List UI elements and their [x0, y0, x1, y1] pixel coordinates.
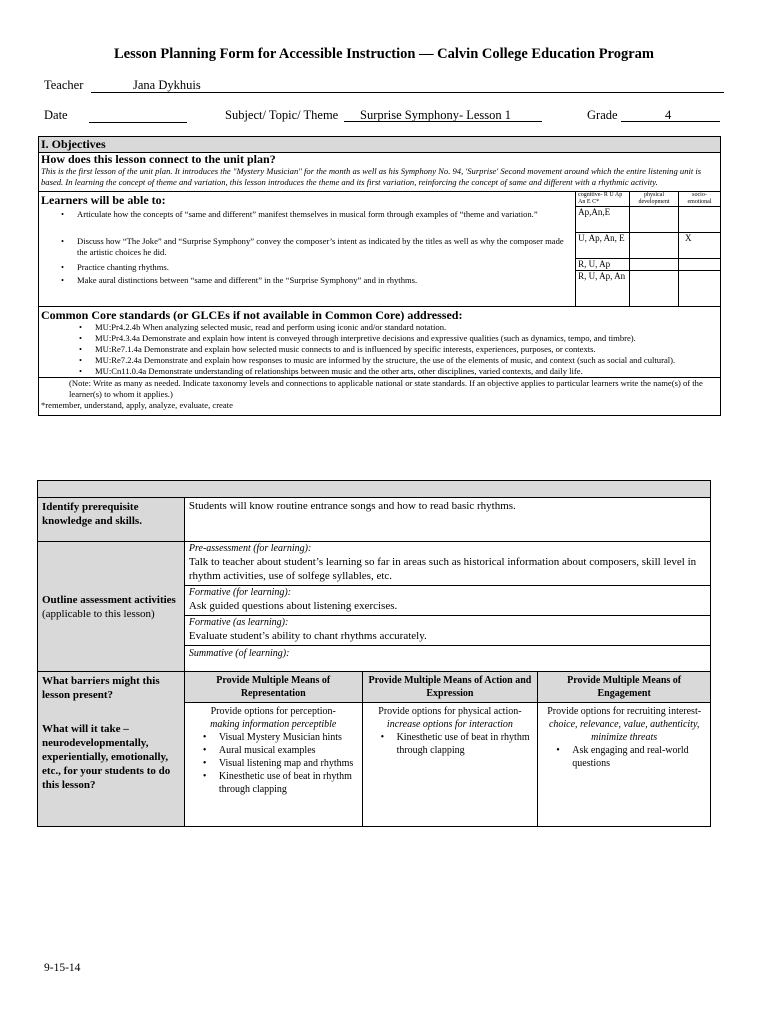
col-physical-header: physical development: [630, 192, 679, 207]
grade-label: Grade: [587, 108, 618, 122]
summative-label: Summative (of learning):: [188, 648, 290, 659]
prereq-text[interactable]: Students will know routine entrance songs and how to read basic rhythms.: [184, 498, 710, 542]
cog-cell[interactable]: U, Ap, An, E: [576, 233, 630, 259]
objectives-note: (Note: Write as many as needed. Indicate taxonomy levels and connections to applicable national or state standards. If an objective applies to particular learners write the name(s) of the learner(s) to whom it applies.): [69, 378, 703, 399]
cog-cell[interactable]: Ap,An,E: [576, 207, 630, 233]
barriers-label: What barriers might this lesson present?: [42, 675, 160, 701]
subject-label: Subject/ Topic/ Theme: [225, 108, 339, 122]
planning-table: [37, 480, 711, 827]
action-intro: Provide options for physical action-: [378, 706, 522, 717]
col-cognitive-header: cognitive- R U Ap An E C*: [576, 192, 630, 207]
engagement-item[interactable]: • Ask engaging and real-world questions: [572, 744, 706, 770]
action-item[interactable]: • Kinesthetic use of beat in rhythm through clapping: [397, 731, 534, 757]
unit-question: How does this lesson connect to the unit plan?: [41, 152, 276, 166]
representation-item[interactable]: • Kinesthetic use of beat in rhythm through clapping: [219, 770, 358, 796]
representation-intro-italic: making information perceptible: [210, 719, 337, 730]
phys-cell[interactable]: [630, 233, 679, 259]
objective-item[interactable]: • Articulate how the concepts of “same and different” manifest themselves in musical form through examples of “theme and variation.”: [77, 209, 573, 236]
socio-cell[interactable]: [679, 271, 721, 307]
standard-item[interactable]: • MU:Cn11.0.4a Demonstrate understanding of relationships between music and the other arts, other disciplines, varied contexts, and daily life.: [95, 366, 718, 377]
preassess-label: Pre-assessment (for learning):: [188, 543, 312, 554]
prereq-label: Identify prerequisite knowledge and skills.: [38, 498, 185, 542]
action-intro-italic: increase options for interaction: [386, 719, 513, 730]
assess-sub: (applicable to this lesson): [42, 607, 155, 620]
representation-intro: Provide options for perception-: [210, 706, 336, 717]
col-engagement-header: Provide Multiple Means of Engagement: [538, 672, 711, 703]
teacher-label: Teacher: [44, 78, 84, 92]
socio-cell[interactable]: X: [679, 233, 721, 259]
representation-item[interactable]: • Visual Mystery Musician hints: [219, 731, 358, 744]
objectives-table: [38, 136, 721, 416]
preassess-text[interactable]: Talk to teacher about student’s learning so far in areas such as historical information about composers, skill level in rhythm activities, use of solfege syllables, etc.: [188, 556, 697, 582]
standard-item[interactable]: • MU:Re7.2.4a Demonstrate and explain how responses to music are informed by the structure, the use of the elements of music, and context (such as social and cultural).: [95, 355, 718, 366]
formative-for-label: Formative (for learning):: [188, 587, 292, 598]
assess-label: Outline assessment activities: [42, 593, 176, 606]
standards-heading: Common Core standards (or GLCEs if not available in Common Core) addressed:: [41, 308, 463, 322]
whatwill-label: What will it take – neurodevelopmentally, experientially, emotionally, etc., for your students to do this lesson?: [42, 723, 171, 791]
phys-cell[interactable]: [630, 259, 679, 271]
engagement-intro-italic: choice, relevance, value, authenticity, minimize threats: [548, 719, 700, 743]
col-representation-header: Provide Multiple Means of Representation: [184, 672, 362, 703]
teacher-field[interactable]: Jana Dykhuis: [91, 78, 724, 93]
col-socio-header: socio-emotional: [679, 192, 721, 207]
section-header-bar: [38, 481, 711, 498]
learners-heading: Learners will be able to:: [41, 193, 166, 207]
representation-item[interactable]: • Visual listening map and rhythms: [219, 757, 358, 770]
objectives-heading: I. Objectives: [39, 137, 721, 153]
cog-cell[interactable]: R, U, Ap, An: [576, 271, 630, 307]
phys-cell[interactable]: [630, 271, 679, 307]
cog-cell[interactable]: R, U, Ap: [576, 259, 630, 271]
grade-field[interactable]: 4: [621, 108, 720, 122]
unit-text[interactable]: This is the first lesson of the unit plan. It introduces the "Mystery Musician" for the month as well as his Symphony No. 94, 'Surprise' Second movement around which the entire listening unit is based. In learning the concept of theme and variation, this lesson introduces the theme and its first variation, reinforcing the concept of same and different with a rhythmic activity.: [41, 166, 702, 187]
representation-item[interactable]: • Aural musical examples: [219, 744, 358, 757]
subject-field[interactable]: Surprise Symphony- Lesson 1: [344, 108, 542, 122]
formative-as-text[interactable]: Evaluate student’s ability to chant rhythms accurately.: [188, 630, 427, 642]
standard-item[interactable]: • MU:Pr4.3.4a Demonstrate and explain how intent is conveyed through interpretive decisions and expressive qualities (such as dynamics, tempo, and timbre).: [95, 333, 718, 344]
date-field[interactable]: [89, 108, 187, 123]
date-label: Date: [44, 108, 68, 122]
objective-item[interactable]: • Practice chanting rhythms.: [77, 262, 573, 275]
standard-item[interactable]: • MU:Pr4.2.4b When analyzing selected music, read and perform using iconic and/or standard notation.: [95, 322, 718, 333]
standard-item[interactable]: • MU:Re7.1.4a Demonstrate and explain how selected music connects to and is influenced by specific interests, experiences, purposes, or contexts.: [95, 344, 718, 355]
socio-cell[interactable]: [679, 259, 721, 271]
engagement-intro: Provide options for recruiting interest-: [547, 706, 702, 717]
objective-item[interactable]: • Discuss how “The Joke” and “Surprise Symphony” convey the composer’s intent as indicated by the titles as well as why the composer made the artistic choices he did.: [77, 236, 573, 262]
footer-date: 9-15-14: [44, 962, 81, 974]
phys-cell[interactable]: [630, 207, 679, 233]
date-row: [44, 108, 724, 126]
objective-item[interactable]: • Make aural distinctions between “same and different” in the “Surprise Symphony” and in rhythms.: [77, 275, 573, 286]
formative-as-label: Formative (as learning):: [188, 617, 289, 628]
formative-for-text[interactable]: Ask guided questions about listening exercises.: [188, 600, 398, 612]
form-title: Lesson Planning Form for Accessible Instruction — Calvin College Education Program: [114, 46, 654, 62]
col-action-header: Provide Multiple Means of Action and Expression: [362, 672, 538, 703]
taxonomy-footnote: *remember, understand, apply, analyze, evaluate, create: [41, 400, 233, 410]
socio-cell[interactable]: [679, 207, 721, 233]
